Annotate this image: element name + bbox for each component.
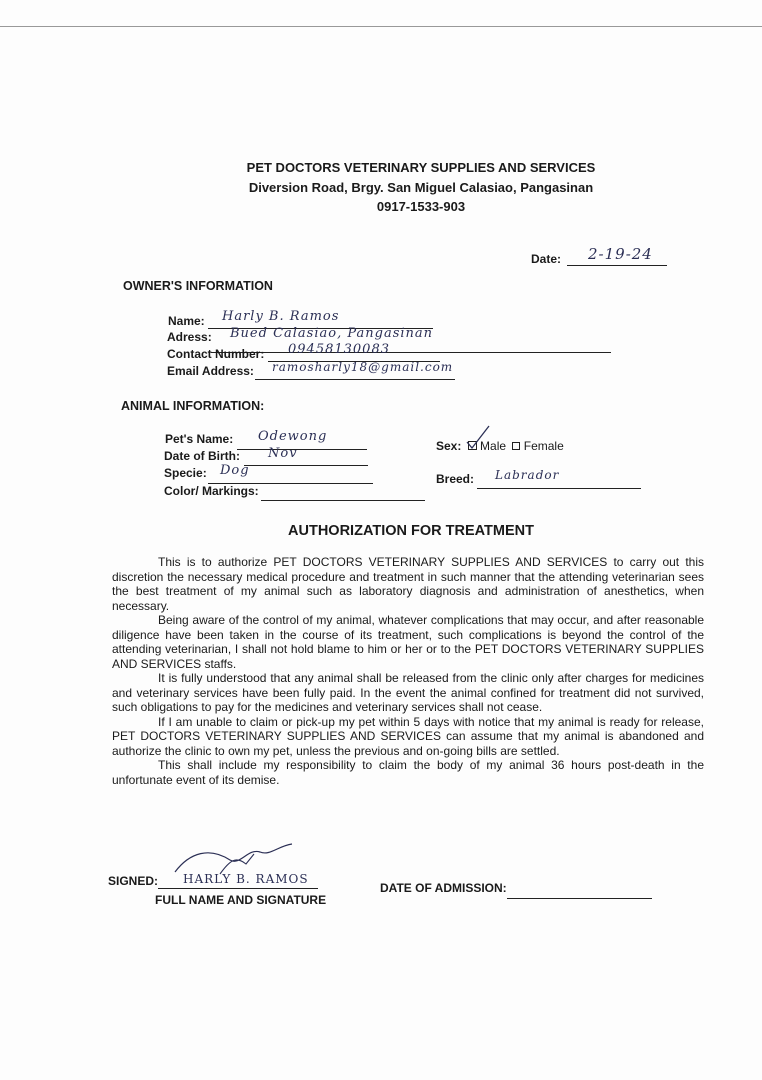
admission-label: DATE OF ADMISSION: [380, 881, 507, 895]
color-label: Color/ Markings: [164, 484, 259, 498]
date-value: 2-19-24 [588, 245, 653, 263]
owner-section-title: OWNER'S INFORMATION [123, 279, 273, 293]
specie-value: Dog [220, 463, 250, 478]
sex-label: Sex: [436, 439, 462, 453]
dob-label: Date of Birth: [164, 449, 240, 463]
signed-value: HARLY B. RAMOS [183, 872, 309, 886]
email-value: ramosharly18@gmail.com [272, 360, 454, 374]
date-label: Date: [531, 252, 562, 266]
full-name-signature-label: FULL NAME AND SIGNATURE [155, 893, 327, 907]
company-name: PET DOCTORS VETERINARY SUPPLIES AND SERVICES [246, 160, 596, 175]
check-mark-icon [465, 424, 491, 450]
owner-address-label: Adress: [167, 330, 212, 344]
owner-name-label: Name: [168, 314, 205, 328]
authorization-paragraph-4: If I am unable to claim or pick-up my pet within 5 days with notice that my animal is ready for release, PET DOCTORS VETERINARY SUPPLIES AND SERVICES can assume that my animal is abandoned and authorize the clinic to own my pet, unless the previous and on-going bills are settled. [112, 714, 704, 758]
company-address: Diversion Road, Brgy. San Miguel Calasiao, Pangasinan [248, 180, 594, 195]
sex-female-label: Female [523, 439, 564, 453]
sex-male-label: Male [480, 439, 507, 453]
dob-value: Nov [268, 446, 298, 461]
company-phone: 0917-1533-903 [376, 199, 466, 214]
sex-male-checkbox[interactable] [468, 441, 477, 450]
specie-label: Specie: [164, 466, 207, 480]
contact-label: Contact Number: [167, 347, 265, 361]
breed-label: Breed: [436, 472, 475, 486]
email-label: Email Address: [167, 364, 254, 378]
authorization-title: AUTHORIZATION FOR TREATMENT [288, 523, 534, 539]
scan-edge-line [0, 26, 762, 27]
color-field [261, 486, 425, 501]
admission-field [507, 884, 652, 899]
signed-label: SIGNED: [108, 874, 159, 888]
contact-value: 09458130083 [288, 342, 390, 357]
breed-value: Labrador [495, 468, 560, 482]
authorization-paragraph-1: This is to authorize PET DOCTORS VETERINARY SUPPLIES AND SERVICES to carry out this discretion the necessary medical procedure and treatment in such manner that the attending veterinarian sees the best treatment of my animal such as laboratory diagnosis and administration of anesthetics, when necessary. [112, 555, 704, 613]
animal-section-title: ANIMAL INFORMATION: [121, 399, 265, 413]
authorization-paragraph-5: This shall include my responsibility to claim the body of my animal 36 hours post-death in the unfortunate event of its demise. [112, 758, 704, 787]
authorization-paragraph-3: It is fully understood that any animal shall be released from the clinic only after charges for medicines and veterinary services have been fully paid. In the event the animal confined for treatment did not survived, such obligations to pay for the medicines and veterinary services shall not cease. [112, 671, 704, 714]
sex-female-checkbox[interactable] [512, 442, 520, 450]
dob-field [244, 451, 368, 466]
pet-name-label: Pet's Name: [165, 432, 234, 446]
pet-name-value: Odewong [258, 429, 328, 444]
authorization-paragraph-2: Being aware of the control of my animal, whatever complications that may occur, and after reasonable diligence have been taken in the course of its treatment, such complications is beyond the control of the attending veterinarian, I shall not hold blame to him or her or to the PET DOCTORS VETERINARY SUPPLIES AND SERVICES staffs. [112, 613, 704, 671]
owner-address-value: Bued Calasiao, Pangasinan [230, 326, 434, 341]
authorization-body [112, 555, 704, 787]
owner-name-value: Harly B. Ramos [222, 309, 340, 324]
sex-group [436, 439, 564, 453]
